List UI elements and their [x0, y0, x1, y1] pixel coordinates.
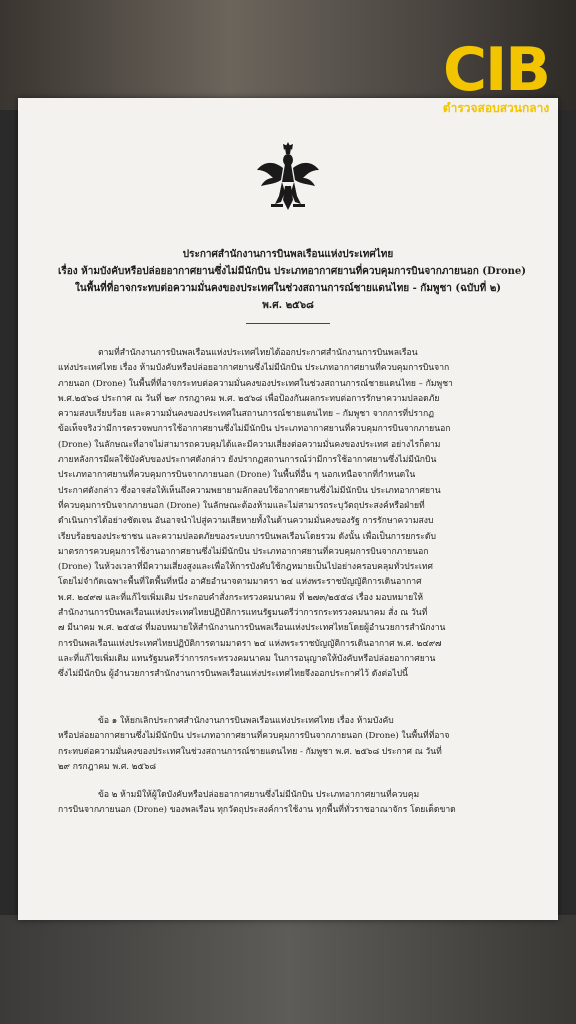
text-line: ซึ่งไม่มีนักบิน ผู้อำนวยการสำนักงานการบินพลเรือนแห่งประเทศไทยจึงออกประกาศไว้ ดังต่อไปนี้ [58, 669, 408, 680]
text-line: ข้อเท็จจริงว่ามีการตรวจพบการใช้อากาศยานซึ่งไม่มีนักบิน ประเภทอากาศยานที่ควบคุมการบินจากภายนอก [58, 424, 451, 435]
paragraph-clause-1 [58, 714, 520, 775]
text-line: ดำเนินการได้อย่างชัดเจน อันอาจนำไปสู่ความเสียหายทั้งในด้านความมั่นคงของรัฐ การรักษาความสงบ [58, 516, 434, 527]
text-line: ๒๙ กรกฎาคม พ.ศ. ๒๕๖๘ [58, 761, 157, 772]
text-line: ที่ควบคุมการบินจากภายนอก (Drone) ในลักษณะต้องห้ามและไม่สามารถระบุวัตถุประสงค์หรือฝ่ายที่ [58, 500, 425, 511]
text-line: ประเภทอากาศยานที่ควบคุมการบินจากภายนอก (Drone) ในพื้นที่อื่น ๆ นอกเหนือจากที่กำหนดใน [58, 470, 416, 481]
text-line: พ.ศ. ๒๔๙๗ และที่แก้ไขเพิ่มเติม ประกอบคำสั่งกระทรวงคมนาคม ที่ ๒๗๓/๒๕๕๘ เรื่อง มอบหมายให้ [58, 592, 423, 603]
text-line: กระทบต่อความมั่นคงของประเทศในช่วงสถานการณ์ชายแดนไทย - กัมพูชา พ.ศ. ๒๕๖๘ ประกาศ ณ วันที่ [58, 746, 442, 757]
title-line: พ.ศ. ๒๕๖๘ [262, 300, 314, 311]
title-line: ประกาศสำนักงานการบินพลเรือนแห่งประเทศไทย [182, 249, 394, 260]
text-line: ความสงบเรียบร้อย และความมั่นคงของประเทศในสถานการณ์ชายแดนไทย – กัมพูชา จากการที่ปรากฏ [58, 409, 434, 420]
text-line: หรือปล่อยอากาศยานซึ่งไม่มีนักบิน ประเภทอากาศยานที่ควบคุมการบินจากภายนอก (Drone) ในพื้นที่ที่อาจ [58, 731, 450, 742]
title-line: เรื่อง ห้ามบังคับหรือปล่อยอากาศยานซึ่งไม่มีนักบิน ประเภทอากาศยานที่ควบคุมการบินจากภายนอก (Drone) [58, 266, 526, 277]
title-divider [246, 323, 330, 324]
text-line: ภายหลังการมีผลใช้บังคับของประกาศดังกล่าว ยังปรากฏสถานการณ์ว่ามีการใช้อากาศยานซึ่งไม่มีนักบิน [58, 455, 437, 466]
text-line: การบินจากภายนอก (Drone) ของพลเรือน ทุกวัตถุประสงค์การใช้งาน ทุกพื้นที่ทั่วราชอาณาจักร โดยเด็ดขาด [58, 805, 456, 816]
logo-text: CIB [442, 35, 550, 105]
text-line: พ.ศ.๒๕๖๘ ประกาศ ณ วันที่ ๒๙ กรกฎาคม พ.ศ. ๒๕๖๘ เพื่อป้องกันผลกระทบต่อการรักษาความปลอดภัย [58, 393, 440, 404]
text-line: ข้อ ๒ ห้ามมิให้ผู้ใดบังคับหรือปล่อยอากาศยานซึ่งไม่มีนักบิน ประเภทอากาศยานที่ควบคุม [98, 790, 420, 800]
paragraph-preamble [58, 346, 520, 683]
text-line: ภายนอก (Drone) ในพื้นที่ที่อาจกระทบต่อความมั่นคงของประเทศในช่วงสถานการณ์ชายแดนไทย – กัมพูชา [58, 378, 453, 389]
paragraph-clause-2 [58, 788, 520, 819]
text-line: (Drone) ในห้วงเวลาที่มีความเสี่ยงสูงและเพื่อให้การบังคับใช้กฎหมายเป็นไปอย่างครอบคลุมทั่วประเทศ [58, 562, 433, 573]
text-line: ๗ มีนาคม พ.ศ. ๒๕๕๘ ที่มอบหมายให้สำนักงานการบินพลเรือนแห่งประเทศไทยโดยผู้อำนวยการสำนักงาน [58, 623, 446, 634]
text-line: และที่แก้ไขเพิ่มเติม แทนรัฐมนตรีว่าการกระทรวงคมนาคม ในการอนุญาตให้บังคับหรือปล่อยอากาศยาน [58, 653, 436, 664]
text-line: ตามที่สำนักงานการบินพลเรือนแห่งประเทศไทยได้ออกประกาศสำนักงานการบินพลเรือน [98, 348, 418, 358]
text-line: สำนักงานการบินพลเรือนแห่งประเทศไทยปฏิบัติการแทนรัฐมนตรีว่าการกระทรวงคมนาคม สั่ง ณ วันที่ [58, 608, 428, 619]
title-line: ในพื้นที่ที่อาจกระทบต่อความมั่นคงของประเทศในช่วงสถานการณ์ชายแดนไทย - กัมพูชา (ฉบับที่ ๒) [74, 283, 502, 294]
text-line: โดยไม่จำกัดเฉพาะพื้นที่ใดพื้นที่หนึ่ง อาศัยอำนาจตามมาตรา ๒๔ แห่งพระราชบัญญัติการเดินอากาศ [58, 577, 422, 588]
cib-logo [426, 35, 566, 118]
text-line: (Drone) ในลักษณะที่อาจไม่สามารถควบคุมได้และมีความเสี่ยงต่อความมั่นคงของประเทศ อย่างไรก็ตาม [58, 439, 441, 450]
text-line: ข้อ ๑ ให้ยกเลิกประกาศสำนักงานการบินพลเรือนแห่งประเทศไทย เรื่อง ห้ามบังคับ [98, 716, 394, 726]
text-line: แห่งประเทศไทย เรื่อง ห้ามบังคับหรือปล่อยอากาศยานซึ่งไม่มีนักบิน ประเภทอากาศยานที่ควบคุมการบินจาก [58, 363, 450, 374]
text-line: เรียบร้อยของประชาชน และความปลอดภัยของระบบการบินพลเรือนโดยรวม ดังนั้น เพื่อเป็นการยกระดับ [58, 531, 436, 542]
text-line: การบินพลเรือนแห่งประเทศไทยปฏิบัติการตามมาตรา ๒๔ แห่งพระราชบัญญัติการเดินอากาศ พ.ศ. ๒๔๙๗ [58, 638, 442, 649]
garuda-emblem-icon [255, 140, 321, 212]
text-line: ประกาศดังกล่าว ซึ่งอาจส่อให้เห็นถึงความพยายามลักลอบใช้อากาศยานซึ่งไม่มีนักบิน ประเภทอากาศยาน [58, 485, 441, 496]
background-bottom [0, 915, 576, 1024]
document-page [18, 98, 558, 920]
logo-subtitle: ตำรวจสอบสวนกลาง [442, 101, 550, 115]
document-title [58, 246, 526, 314]
text-line: มาตรการควบคุมการใช้งานอากาศยานซึ่งไม่มีนักบิน ประเภทอากาศยานที่ควบคุมการบินจากภายนอก [58, 546, 429, 557]
